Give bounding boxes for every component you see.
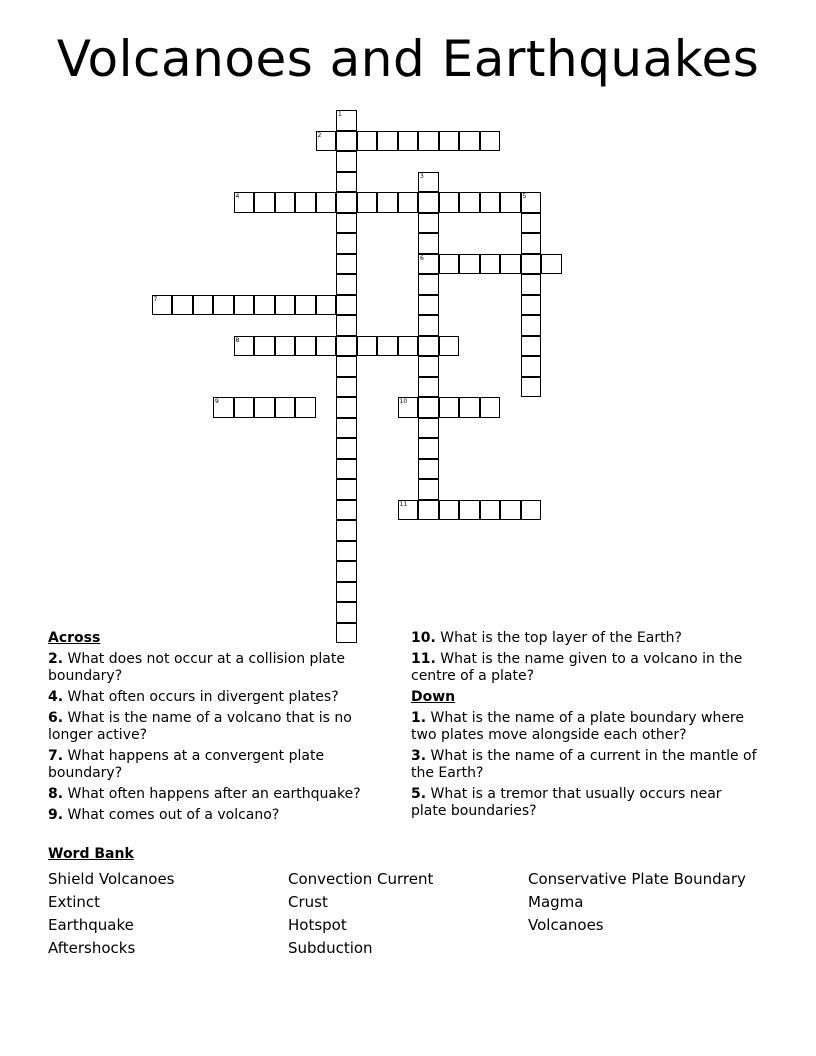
- crossword-cell[interactable]: [336, 438, 357, 459]
- crossword-cell[interactable]: [213, 397, 234, 418]
- word-bank-item: Earthquake: [48, 916, 134, 934]
- crossword-cell[interactable]: [418, 172, 439, 193]
- word-bank-item: Volcanoes: [528, 916, 604, 934]
- crossword-cell[interactable]: [234, 397, 255, 418]
- crossword-cell[interactable]: [193, 295, 214, 316]
- crossword-cell[interactable]: [357, 131, 378, 152]
- clue-number-label: 5: [522, 193, 527, 200]
- clue-number-label: 10: [399, 398, 408, 405]
- crossword-cell[interactable]: [521, 500, 542, 521]
- crossword-cell[interactable]: [418, 397, 439, 418]
- crossword-cell[interactable]: [254, 192, 275, 213]
- down-heading: Down: [411, 689, 456, 705]
- crossword-cell[interactable]: [459, 397, 480, 418]
- crossword-cell[interactable]: [418, 459, 439, 480]
- crossword-cell[interactable]: [500, 192, 521, 213]
- crossword-cell[interactable]: [398, 192, 419, 213]
- clue-number-label: 4: [235, 193, 240, 200]
- word-bank-item: Aftershocks: [48, 939, 136, 957]
- word-bank-item: Subduction: [288, 939, 373, 957]
- across-clue-10: 10. What is the top layer of the Earth?: [411, 630, 682, 646]
- crossword-cell[interactable]: [541, 254, 562, 275]
- crossword-cell[interactable]: [336, 151, 357, 172]
- crossword-cell[interactable]: [418, 254, 439, 275]
- crossword-cell[interactable]: [418, 131, 439, 152]
- crossword-cell[interactable]: [336, 131, 357, 152]
- down-clue-5: 5. What is a tremor that usually occurs near plate boundaries?: [411, 786, 722, 819]
- crossword-cell[interactable]: [418, 274, 439, 295]
- crossword-cell[interactable]: [418, 213, 439, 234]
- crossword-cell[interactable]: [336, 254, 357, 275]
- crossword-cell[interactable]: [336, 233, 357, 254]
- crossword-cell[interactable]: [439, 336, 460, 357]
- clue-number-label: 7: [153, 295, 158, 303]
- crossword-cell[interactable]: [480, 131, 501, 152]
- clue-number-label: 9: [215, 398, 219, 405]
- across-clue-6: 6. What is the name of a volcano that is no longer active?: [48, 710, 352, 743]
- crossword-cell[interactable]: [377, 336, 398, 357]
- crossword-cell[interactable]: [521, 254, 542, 275]
- word-bank-item: Crust: [288, 893, 328, 911]
- crossword-cell[interactable]: [459, 131, 480, 152]
- crossword-cell[interactable]: [418, 356, 439, 377]
- crossword-cell[interactable]: [418, 479, 439, 500]
- crossword-cell[interactable]: [439, 131, 460, 152]
- across-heading: Across: [48, 630, 101, 646]
- crossword-cell[interactable]: [336, 172, 357, 193]
- crossword-cell[interactable]: [234, 336, 255, 357]
- crossword-cell[interactable]: [295, 336, 316, 357]
- crossword-cell[interactable]: [418, 336, 439, 357]
- crossword-cell[interactable]: [336, 377, 357, 398]
- crossword-cell[interactable]: [418, 192, 439, 213]
- across-clue-11: 11. What is the name given to a volcano in the centre of a plate?: [411, 651, 743, 684]
- crossword-cell[interactable]: [439, 397, 460, 418]
- crossword-cell[interactable]: [459, 500, 480, 521]
- crossword-cell[interactable]: [336, 213, 357, 234]
- clues-left-column: [48, 630, 393, 828]
- crossword-cell[interactable]: [357, 336, 378, 357]
- word-bank-item: Hotspot: [288, 916, 347, 934]
- crossword-cell[interactable]: [521, 233, 542, 254]
- across-clue-2: 2. What does not occur at a collision plate boundary?: [48, 651, 345, 684]
- crossword-cell[interactable]: [398, 336, 419, 357]
- crossword-cell[interactable]: [336, 520, 357, 541]
- crossword-cell[interactable]: [377, 131, 398, 152]
- clues-right-column: [411, 630, 761, 824]
- crossword-cell[interactable]: [439, 254, 460, 275]
- crossword-cell[interactable]: [480, 192, 501, 213]
- crossword-cell[interactable]: [500, 500, 521, 521]
- clue-number-label: 8: [235, 336, 240, 344]
- crossword-cell[interactable]: [316, 336, 337, 357]
- across-clue-4: 4. What often occurs in divergent plates?: [48, 689, 339, 705]
- crossword-cell[interactable]: [213, 295, 234, 316]
- crossword-cell[interactable]: [336, 561, 357, 582]
- crossword-cell[interactable]: [336, 459, 357, 480]
- crossword-cell[interactable]: [152, 295, 173, 316]
- crossword-cell[interactable]: [521, 213, 542, 234]
- crossword-cell[interactable]: [480, 397, 501, 418]
- crossword-cell[interactable]: [418, 377, 439, 398]
- across-clue-7: 7. What happens at a convergent plate boundary?: [48, 748, 325, 781]
- crossword-cell[interactable]: [377, 192, 398, 213]
- crossword-cell[interactable]: [418, 438, 439, 459]
- crossword-cell[interactable]: [336, 500, 357, 521]
- word-bank-item: Shield Volcanoes: [48, 870, 175, 888]
- crossword-cell[interactable]: [336, 356, 357, 377]
- crossword-cell[interactable]: [336, 479, 357, 500]
- crossword-cell[interactable]: [336, 602, 357, 623]
- word-bank-column-3: [528, 868, 746, 937]
- crossword-cell[interactable]: [336, 110, 357, 131]
- crossword-cell[interactable]: [336, 315, 357, 336]
- crossword-cell[interactable]: [459, 192, 480, 213]
- crossword-cell[interactable]: [316, 131, 337, 152]
- crossword-cell[interactable]: [336, 295, 357, 316]
- crossword-cell[interactable]: [398, 131, 419, 152]
- word-bank-item: Conservative Plate Boundary: [528, 870, 746, 888]
- crossword-cell[interactable]: [316, 295, 337, 316]
- crossword-cell[interactable]: [439, 192, 460, 213]
- crossword-cell[interactable]: [521, 295, 542, 316]
- crossword-cell[interactable]: [480, 500, 501, 521]
- crossword-cell[interactable]: [418, 315, 439, 336]
- crossword-cell[interactable]: [254, 397, 275, 418]
- word-bank-item: Magma: [528, 893, 584, 911]
- crossword-cell[interactable]: [500, 254, 521, 275]
- crossword-cell[interactable]: [336, 582, 357, 603]
- crossword-cell[interactable]: [275, 336, 296, 357]
- word-bank-column-2: [288, 868, 433, 960]
- crossword-cell[interactable]: [521, 356, 542, 377]
- crossword-cell[interactable]: [295, 192, 316, 213]
- crossword-cell[interactable]: [521, 336, 542, 357]
- word-bank-item: Extinct: [48, 893, 101, 911]
- crossword-cell[interactable]: [254, 336, 275, 357]
- crossword-cell[interactable]: [521, 377, 542, 398]
- down-clue-1: 1. What is the name of a plate boundary where two plates move alongside each other?: [411, 710, 744, 743]
- crossword-cell[interactable]: [275, 397, 296, 418]
- crossword-cell[interactable]: [336, 192, 357, 213]
- across-clue-9: 9. What comes out of a volcano?: [48, 807, 280, 823]
- crossword-cell[interactable]: [275, 192, 296, 213]
- clue-number-label: 6: [420, 254, 424, 262]
- across-clue-8: 8. What often happens after an earthquake?: [48, 786, 361, 802]
- crossword-cell[interactable]: [480, 254, 501, 275]
- clue-number-label: 11: [399, 500, 408, 508]
- crossword-cell[interactable]: [418, 295, 439, 316]
- crossword-cell[interactable]: [418, 418, 439, 439]
- crossword-cell[interactable]: [316, 192, 337, 213]
- crossword-cell[interactable]: [172, 295, 193, 316]
- clue-number-label: 3: [420, 172, 424, 180]
- crossword-cell[interactable]: [336, 418, 357, 439]
- crossword-cell[interactable]: [521, 192, 542, 213]
- crossword-cell[interactable]: [295, 295, 316, 316]
- crossword-cell[interactable]: [439, 500, 460, 521]
- crossword-cell[interactable]: [336, 397, 357, 418]
- crossword-cell[interactable]: [234, 295, 255, 316]
- clue-number-label: 2: [317, 131, 322, 139]
- crossword-cell[interactable]: [459, 254, 480, 275]
- word-bank-heading: Word Bank: [48, 846, 134, 862]
- down-clue-3: 3. What is the name of a current in the mantle of the Earth?: [411, 748, 757, 781]
- crossword-cell[interactable]: [336, 274, 357, 295]
- crossword-cell[interactable]: [275, 295, 296, 316]
- crossword-cell[interactable]: [521, 274, 542, 295]
- crossword-cell[interactable]: [357, 192, 378, 213]
- crossword-cell[interactable]: [234, 192, 255, 213]
- word-bank-column-1: [48, 868, 175, 960]
- word-bank-item: Convection Current: [288, 870, 434, 888]
- clue-number-label: 1: [338, 111, 342, 118]
- crossword-cell[interactable]: [336, 541, 357, 562]
- crossword-cell[interactable]: [521, 315, 542, 336]
- crossword-cell[interactable]: [295, 397, 316, 418]
- page-title: Volcanoes and Earthquakes: [56, 30, 760, 88]
- crossword-cell[interactable]: [336, 336, 357, 357]
- crossword-cell[interactable]: [398, 397, 419, 418]
- crossword-cell[interactable]: [398, 500, 419, 521]
- crossword-cell[interactable]: [418, 500, 439, 521]
- crossword-cell[interactable]: [418, 233, 439, 254]
- crossword-cell[interactable]: [254, 295, 275, 316]
